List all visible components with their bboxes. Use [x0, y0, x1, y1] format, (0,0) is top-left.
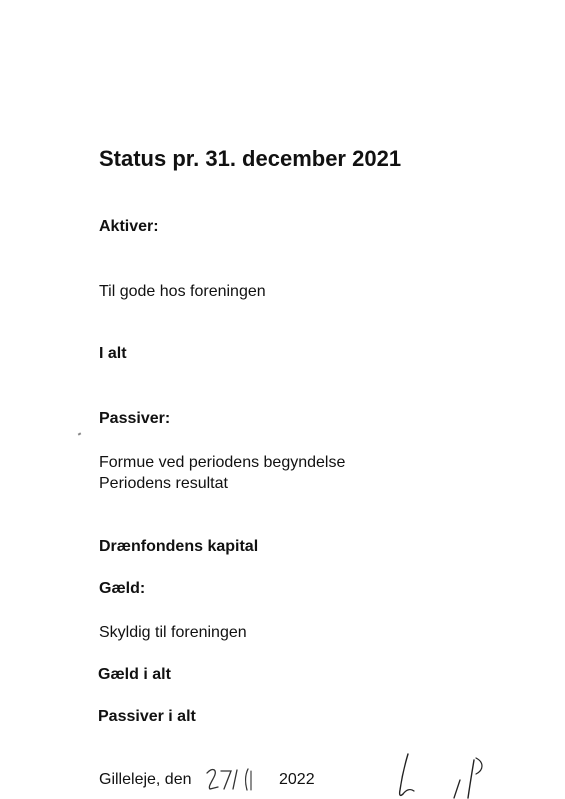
passiver-i-alt-line: Passiver i alt	[98, 708, 196, 725]
gaeld-i-alt-line: Gæld i alt	[98, 666, 171, 683]
til-gode-line: Til gode hos foreningen	[99, 283, 266, 300]
year-text: 2022	[279, 771, 315, 788]
handwritten-date	[204, 765, 264, 795]
page-title: Status pr. 31. december 2021	[99, 146, 402, 171]
gaeld-heading: Gæld:	[99, 580, 146, 597]
draenfondens-kapital-line: Drænfondens kapital	[99, 538, 259, 555]
formue-line: Formue ved periodens begyndelse	[99, 454, 346, 471]
scan-speck	[78, 432, 82, 435]
i-alt-line: I alt	[99, 345, 127, 362]
aktiver-heading: Aktiver:	[99, 218, 159, 235]
place-date-prefix: Gilleleje, den	[99, 771, 192, 788]
signature	[392, 750, 502, 799]
passiver-heading: Passiver:	[99, 410, 171, 427]
periodens-resultat-line: Periodens resultat	[99, 475, 228, 492]
skyldig-line: Skyldig til foreningen	[99, 624, 247, 641]
